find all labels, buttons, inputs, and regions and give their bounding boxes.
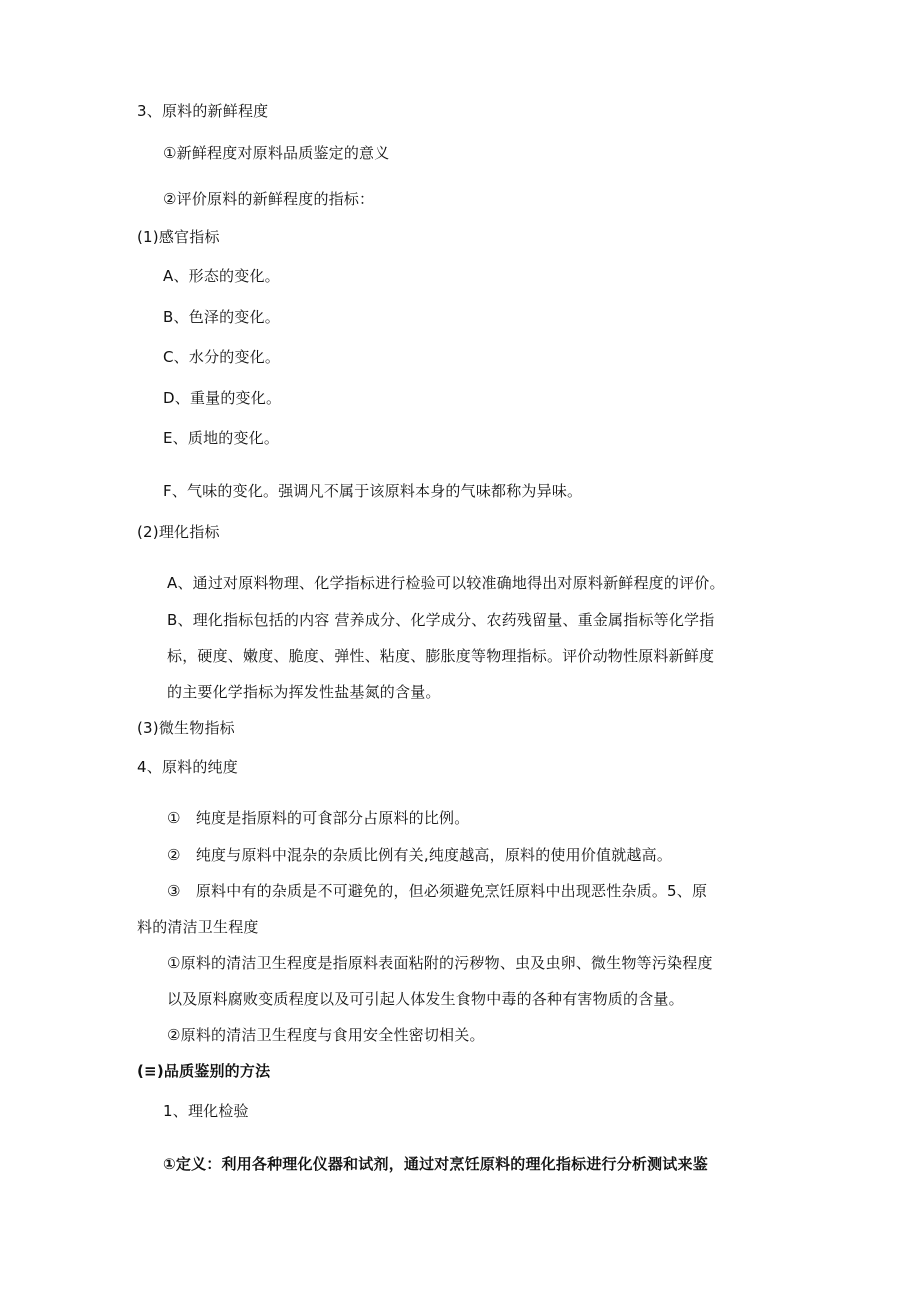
micro-indicators-title: (3)微生物指标 [137,719,235,737]
physchem-item-b-line-1: B、理化指标包括的内容 营养成分、化学成分、农药残留量、重金属指标等化学指 [167,611,715,629]
physchem-item-b-line-2: 标，硬度、嫩度、脆度、弹性、粘度、膨胀度等物理指标。评价动物性原料新鲜度 [167,647,715,665]
section-5-item-1-line-1: ①原料的清洁卫生程度是指原料表面粘附的污秽物、虫及虫卵、微生物等污染程度 [167,954,713,972]
section-3-item-2: ②评价原料的新鲜程度的指标： [163,190,375,208]
section-5-item-2: ②原料的清洁卫生程度与食用安全性密切相关。 [167,1026,485,1044]
sensory-item-c: C、水分的变化。 [163,348,281,366]
sensory-item-d: D、重量的变化。 [163,389,282,407]
section-4-title: 4、原料的纯度 [137,758,238,776]
section-4-item-3-line-2: 料的清洁卫生程度 [137,918,259,936]
sensory-item-a: A、形态的变化。 [163,267,280,285]
sensory-item-e: E、质地的变化。 [163,429,280,447]
methods-title: (≡)品质鉴别的方法 [137,1062,271,1080]
section-3-title: 3、原料的新鲜程度 [137,102,269,120]
section-3-item-1: ①新鲜程度对原料品质鉴定的意义 [163,144,390,162]
method-1-definition: ①定义：利用各种理化仪器和试剂，通过对烹饪原料的理化指标进行分析测试来鉴 [163,1155,708,1173]
sensory-item-b: B、色泽的变化。 [163,308,280,326]
physchem-indicators-title: (2)理化指标 [137,523,220,541]
sensory-item-f: F、气味的变化。强调凡不属于该原料本身的气味都称为异味。 [163,482,583,500]
physchem-item-a: A、通过对原料物理、化学指标进行检验可以较准确地得出对原料新鲜程度的评价。 [167,574,725,592]
section-5-item-1-line-2: 以及原料腐败变质程度以及可引起人体发生食物中毒的各种有害物质的含量。 [167,990,684,1008]
section-4-item-3-line-1: ③ 原料中有的杂质是不可避免的，但必须避免烹饪原料中出现恶性杂质。5、原 [167,882,708,900]
section-4-item-2: ② 纯度与原料中混杂的杂质比例有关,纯度越高，原料的使用价值就越高。 [167,846,673,864]
sensory-indicators-title: (1)感官指标 [137,228,220,246]
section-4-item-1: ① 纯度是指原料的可食部分占原料的比例。 [167,809,470,827]
physchem-item-b-line-3: 的主要化学指标为挥发性盐基氮的含量。 [167,683,441,701]
method-1-title: 1、理化检验 [163,1102,249,1120]
